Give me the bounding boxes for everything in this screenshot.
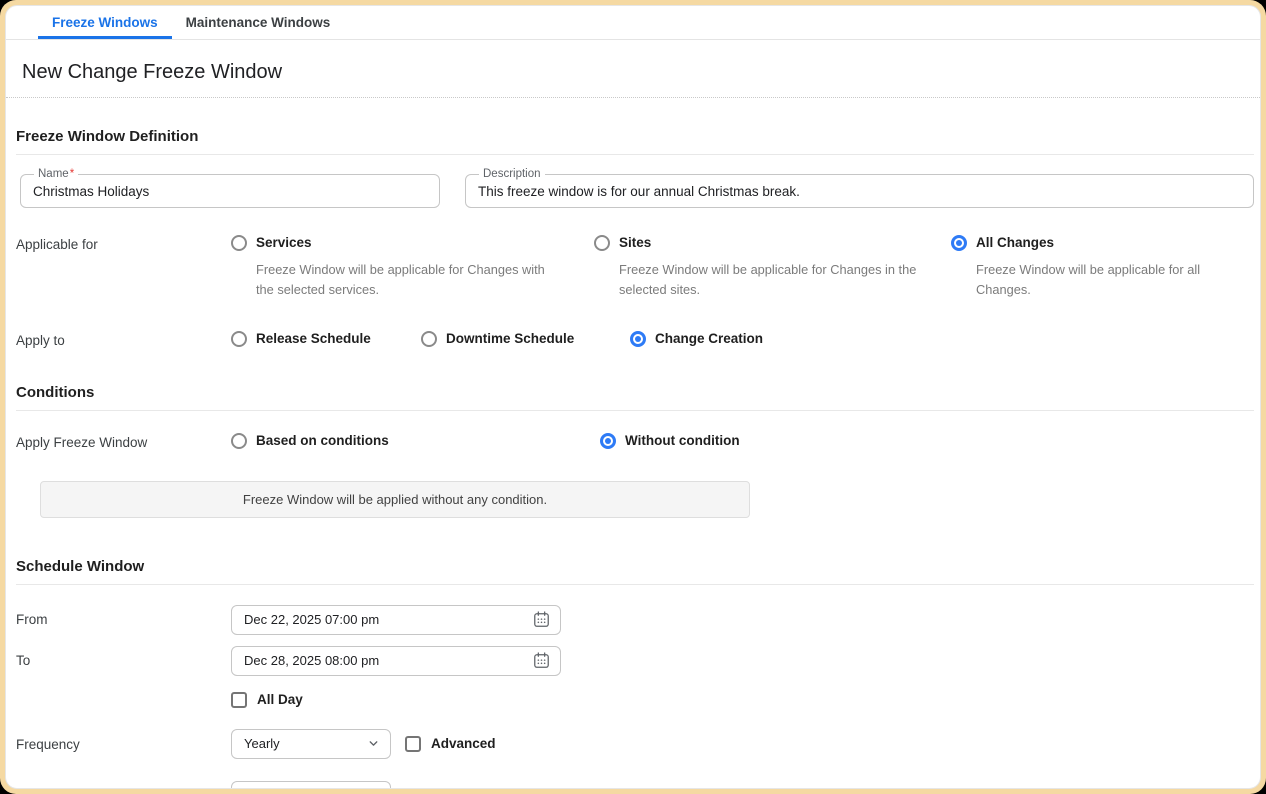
- all-day-label[interactable]: All Day: [257, 692, 303, 708]
- frequency-value: Yearly: [244, 736, 280, 752]
- based-on-conditions-radio-label[interactable]: Based on conditions: [256, 432, 389, 448]
- sites-radio-label[interactable]: Sites: [619, 235, 652, 250]
- description-field-label: Description: [479, 167, 545, 181]
- all-day-row: [6, 692, 1260, 708]
- ends-value: [244, 788, 279, 789]
- all-changes-radio[interactable]: [951, 235, 967, 251]
- frequency-select[interactable]: [231, 729, 391, 759]
- from-label: From: [16, 612, 48, 628]
- name-description-row: [6, 168, 1260, 208]
- change-creation-radio[interactable]: [630, 331, 646, 347]
- services-radio[interactable]: [231, 235, 247, 251]
- option-change-creation: [630, 331, 763, 347]
- frequency-label: Frequency: [16, 737, 80, 753]
- section-divider: [16, 154, 1254, 155]
- condition-info-box: Freeze Window will be applied without any condition.: [40, 481, 750, 518]
- required-asterisk: *: [69, 168, 75, 180]
- to-date-field: [231, 646, 561, 676]
- all-day-checkbox[interactable]: [231, 692, 247, 708]
- option-based-on-conditions: [231, 433, 600, 449]
- change-creation-radio-label[interactable]: Change Creation: [655, 330, 764, 346]
- name-field: [20, 168, 440, 208]
- services-description: Freeze Window will be applicable for Changes with the selected services.: [256, 262, 545, 297]
- option-without-condition: [600, 433, 740, 449]
- services-radio-label[interactable]: Services: [256, 235, 312, 250]
- frequency-row: [6, 729, 1260, 759]
- apply-to-row: [6, 331, 1260, 348]
- description-input[interactable]: [466, 184, 1253, 199]
- downtime-schedule-radio-label[interactable]: Downtime Schedule: [446, 330, 575, 346]
- applicable-for-row: [6, 235, 1260, 300]
- release-schedule-radio[interactable]: [231, 331, 247, 347]
- ends-select[interactable]: [231, 781, 391, 789]
- section-heading-conditions: Conditions: [16, 383, 95, 401]
- downtime-schedule-radio[interactable]: [421, 331, 437, 347]
- to-row: [6, 646, 1260, 676]
- name-input[interactable]: [21, 184, 439, 199]
- apply-freeze-window-row: [6, 433, 1260, 450]
- to-calendar-icon[interactable]: [530, 650, 552, 672]
- page-title: New Change Freeze Window: [22, 61, 283, 83]
- section-divider: [16, 410, 1254, 411]
- option-downtime-schedule: [421, 331, 630, 347]
- option-all-changes: [951, 235, 1254, 300]
- name-field-label: Name*: [34, 167, 78, 181]
- section-divider: [16, 584, 1254, 585]
- option-release-schedule: [231, 331, 421, 347]
- section-heading-schedule: Schedule Window: [16, 557, 145, 575]
- advanced-option: [405, 736, 496, 752]
- title-divider: [6, 97, 1260, 98]
- applicable-for-label: Applicable for: [16, 237, 98, 252]
- ends-label: [16, 787, 231, 789]
- sites-description: Freeze Window will be applicable for Changes in the selected sites.: [619, 262, 917, 297]
- option-sites: [594, 235, 951, 300]
- to-label: To: [16, 653, 31, 669]
- tab-maintenance-windows[interactable]: Maintenance Windows: [185, 15, 331, 30]
- from-date-field: [231, 605, 561, 635]
- ends-row: [6, 781, 1260, 789]
- without-condition-radio[interactable]: [600, 433, 616, 449]
- option-services: [231, 235, 594, 300]
- chevron-down-icon: [367, 737, 380, 750]
- release-schedule-radio-label[interactable]: Release Schedule: [256, 330, 371, 346]
- tab-freeze-windows[interactable]: Freeze Windows: [38, 6, 172, 39]
- all-changes-description: Freeze Window will be applicable for all Changes.: [976, 262, 1201, 297]
- description-field: [465, 168, 1254, 208]
- from-date-input[interactable]: [244, 612, 530, 627]
- without-condition-radio-label[interactable]: Without condition: [625, 432, 740, 448]
- apply-freeze-window-label: Apply Freeze Window: [16, 434, 148, 450]
- based-on-conditions-radio[interactable]: [231, 433, 247, 449]
- all-changes-radio-label[interactable]: All Changes: [976, 235, 1055, 250]
- from-row: [6, 605, 1260, 635]
- advanced-checkbox[interactable]: [405, 736, 421, 752]
- sites-radio[interactable]: [594, 235, 610, 251]
- from-calendar-icon[interactable]: [530, 609, 552, 631]
- freeze-window-form-card: [5, 5, 1261, 789]
- section-heading-definition: Freeze Window Definition: [16, 128, 199, 145]
- tab-bar: [6, 6, 1260, 40]
- all-day-spacer: [16, 699, 231, 701]
- to-date-input[interactable]: [244, 653, 530, 668]
- apply-to-label: Apply to: [16, 332, 65, 348]
- advanced-label[interactable]: Advanced: [431, 736, 496, 752]
